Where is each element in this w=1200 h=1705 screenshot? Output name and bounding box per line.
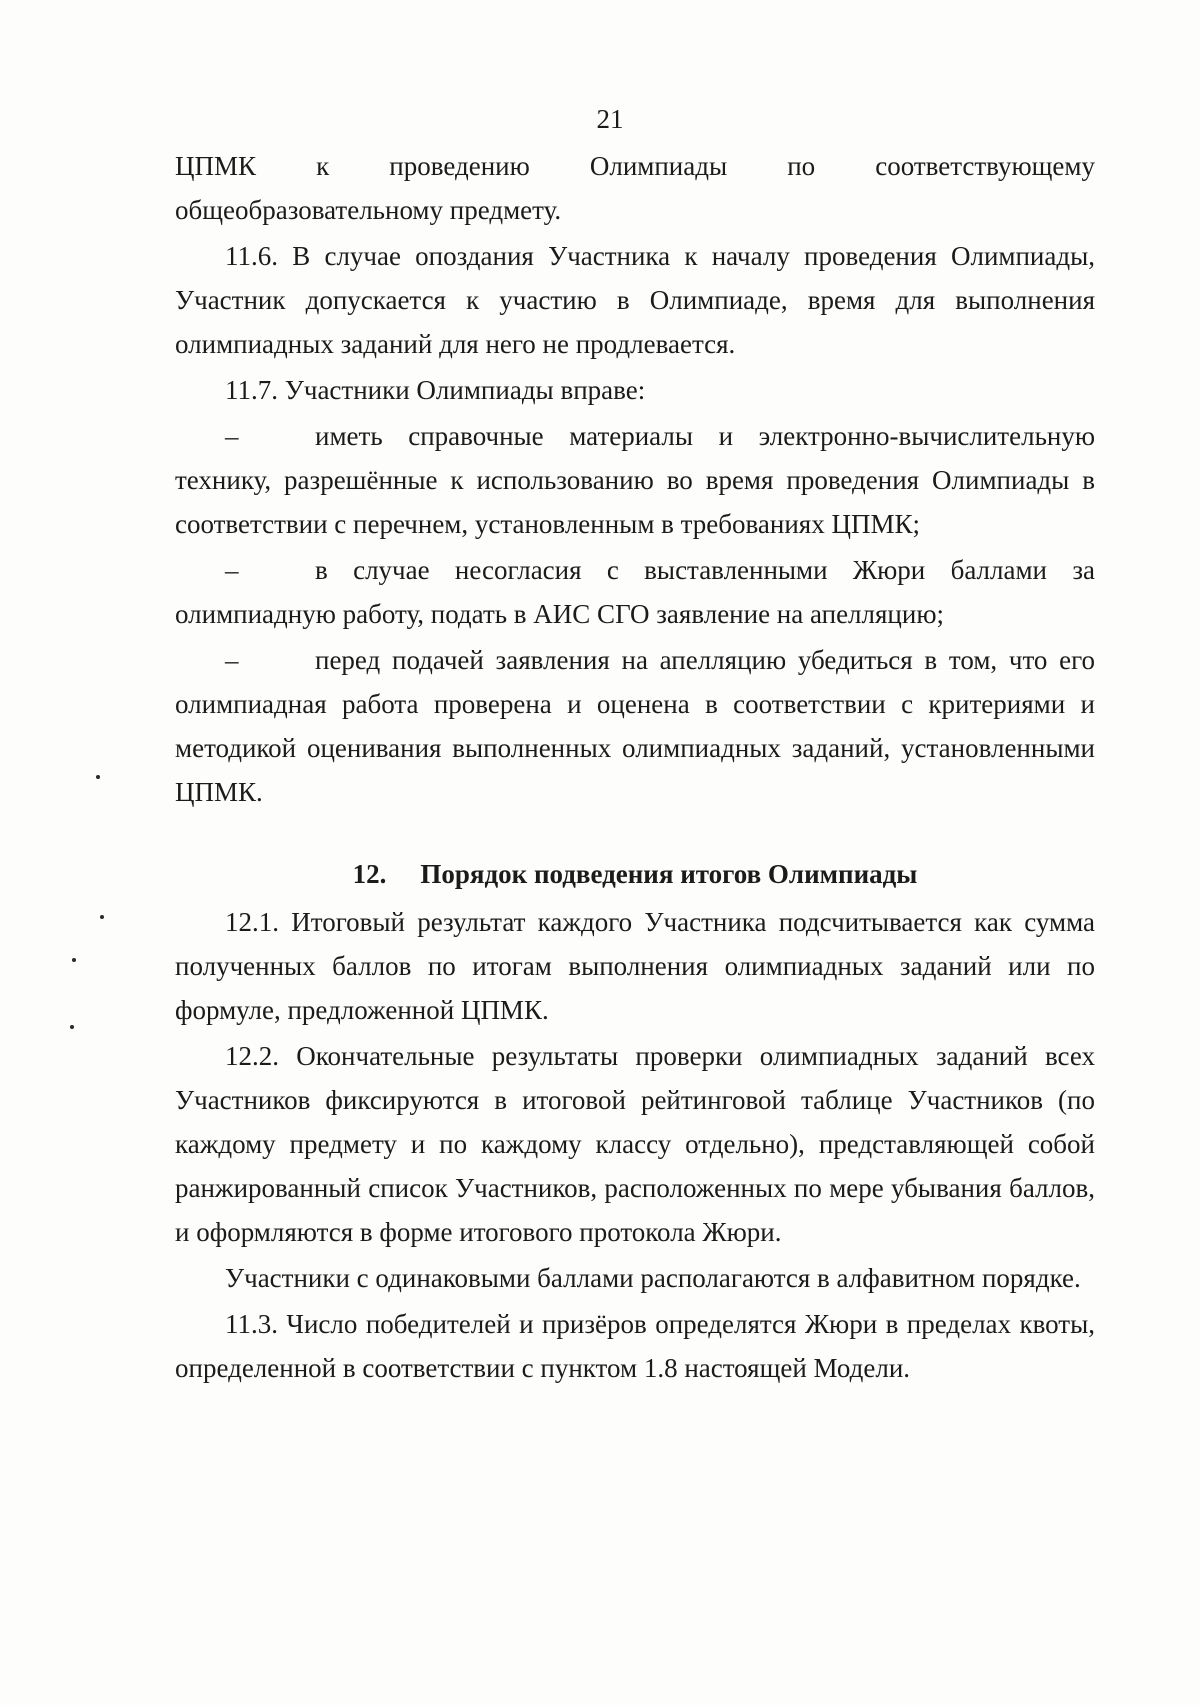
list-item (175, 548, 1095, 636)
list-dash: – (225, 421, 239, 451)
paragraph-continuation: ЦПМК к проведению Олимпиады по соответствующему общеобразовательному предмету. (175, 151, 1095, 225)
section-heading (175, 852, 1095, 896)
page-number: 21 (596, 104, 624, 134)
scan-speck (72, 958, 76, 962)
document-body (175, 144, 1095, 1392)
list-item-text: в случае несогласия с выставленными Жюри баллами за олимпиадную работу, подать в АИС СГО заявление на апелляцию; (175, 555, 1095, 629)
scan-speck (100, 915, 104, 919)
list-item-text: иметь справочные материалы и электронно-вычислительную технику, разрешённые к использованию во время проведения Олимпиады в соответствии с перечнем, установленным в требованиях ЦПМК; (175, 421, 1095, 539)
paragraph-alphabetical: Участники с одинаковыми баллами располагаются в алфавитном порядке. (225, 1263, 1081, 1293)
paragraph-11-7: 11.7. Участники Олимпиады вправе: (225, 375, 646, 405)
scan-speck (70, 1025, 74, 1029)
paragraph-11-3: 11.3. Число победителей и призёров определятся Жюри в пределах квоты, определенной в соответствии с пунктом 1.8 настоящей Модели. (175, 1309, 1095, 1383)
scan-speck (96, 775, 100, 779)
section-number: 12. (352, 859, 387, 889)
list-item-text: перед подачей заявления на апелляцию убедиться в том, что его олимпиадная работа проверена и оценена в соответствии с критериями и методикой оценивания выполненных олимпиадных заданий, установленными ЦПМК. (175, 645, 1095, 807)
list-dash: – (225, 645, 239, 675)
section-title: Порядок подведения итогов Олимпиады (420, 859, 918, 889)
paragraph-12-2: 12.2. Окончательные результаты проверки олимпиадных заданий всех Участников фиксируются в итоговой рейтинговой таблице Участников (по каждому предмету и по каждому классу отдельно), представляющей собой ранжированный список Участников, расположенных по мере убывания баллов, и оформляются в форме итогового протокола Жюри. (175, 1041, 1095, 1247)
list-item (175, 414, 1095, 546)
list-dash: – (225, 555, 239, 585)
paragraph-11-6: 11.6. В случае опоздания Участника к началу проведения Олимпиады, Участник допускается к участию в Олимпиаде, время для выполнения олимпиадных заданий для него не продлевается. (175, 241, 1095, 359)
paragraph-12-1: 12.1. Итоговый результат каждого Участника подсчитывается как сумма полученных баллов по итогам выполнения олимпиадных заданий или по формуле, предложенной ЦПМК. (175, 907, 1095, 1025)
list-item (175, 638, 1095, 814)
